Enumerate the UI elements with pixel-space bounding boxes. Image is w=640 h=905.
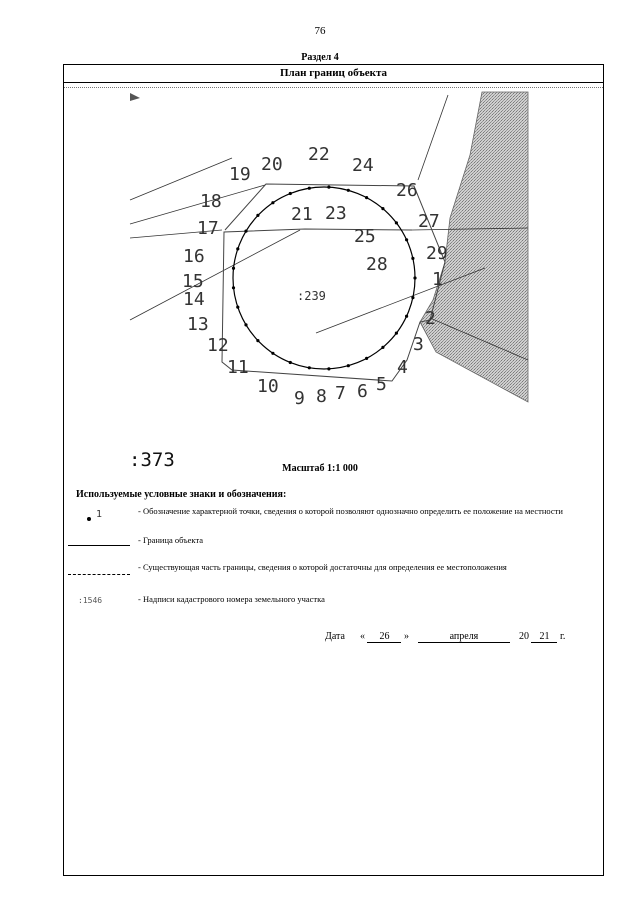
point-label: 14 (183, 289, 205, 310)
date-suffix: г. (559, 631, 566, 642)
point-label: 24 (352, 155, 374, 176)
point-label: 10 (257, 376, 279, 397)
point-label: 5 (376, 374, 387, 395)
date-century: 20 (518, 631, 529, 642)
cadastral-label-example: :1546 (78, 596, 103, 605)
point-dot-icon (87, 517, 91, 521)
point-label: 16 (183, 246, 205, 267)
point-label: 29 (426, 243, 448, 264)
point-label: 7 (335, 383, 346, 404)
legend-title: Используемые условные знаки и обозначения: (76, 489, 287, 500)
neighbor-parcel-label: :373 (129, 449, 175, 470)
parcel-label: :239 (297, 289, 326, 303)
date-month: апреля (418, 631, 510, 643)
date-label: Дата (325, 631, 345, 642)
boundary-point (381, 346, 384, 349)
point-label: 20 (261, 154, 283, 175)
boundary-point (365, 357, 368, 360)
point-label: 1 (432, 269, 443, 290)
plan-title: План границ объекта (64, 65, 603, 83)
point-label: 18 (200, 191, 222, 212)
boundary-point (347, 364, 350, 367)
boundary-point (413, 276, 416, 279)
boundary-point (232, 267, 235, 270)
point-label: 12 (207, 335, 229, 356)
point-label: 25 (354, 226, 376, 247)
point-label: 3 (413, 334, 424, 355)
boundary-point (271, 201, 274, 204)
date-line (325, 631, 565, 643)
point-symbol (66, 506, 130, 528)
legend-existing-description: - Существующая часть границы, сведения о которой достаточны для определения ее местоположения (138, 562, 507, 572)
point-label: 27 (418, 211, 440, 232)
legend-cadastral-description: - Надписи кадастрового номера земельного участка (138, 594, 325, 604)
point-label: 15 (182, 271, 204, 292)
boundary-point (308, 187, 311, 190)
boundary-point (244, 323, 247, 326)
boundary-point (289, 361, 292, 364)
cadastral-label-symbol (66, 594, 130, 616)
boundary-point (236, 247, 239, 250)
point-label: 17 (197, 218, 219, 239)
page-number: 76 (314, 25, 326, 37)
point-label: 11 (227, 357, 249, 378)
scale-caption: Масштаб 1:1 000 (282, 463, 358, 474)
legend-boundary-description: - Граница объекта (138, 535, 204, 545)
boundary-point (347, 189, 350, 192)
boundary-point (289, 192, 292, 195)
boundary-point (256, 339, 259, 342)
boundary-point (244, 230, 247, 233)
point-labels (182, 144, 448, 409)
existing-line-symbol (66, 561, 130, 583)
date-open-quote: « (359, 631, 365, 642)
boundary-point (236, 306, 239, 309)
legend-point-description: - Обозначение характерной точки, сведения о которой позволяют однозначно определить ее положение на местности (138, 506, 563, 516)
map-corner-mark (130, 93, 140, 101)
point-label: 28 (366, 254, 388, 275)
point-label: 19 (229, 164, 251, 185)
boundary-point (308, 366, 311, 369)
point-label: 8 (316, 386, 327, 407)
boundary-point (381, 207, 384, 210)
boundary-line-symbol (66, 532, 130, 554)
point-label: 13 (187, 314, 209, 335)
point-label: 21 (291, 204, 313, 225)
boundary-point (395, 221, 398, 224)
boundary-point (405, 315, 408, 318)
boundary-point (395, 332, 398, 335)
date-year: 21 (531, 631, 557, 643)
boundary-point (327, 367, 330, 370)
section-title: Раздел 4 (301, 52, 339, 63)
boundary-point (411, 296, 414, 299)
point-label: 4 (397, 357, 408, 378)
boundary-point (256, 214, 259, 217)
boundary-point (232, 286, 235, 289)
boundary-point (327, 186, 330, 189)
boundary-point (411, 257, 414, 260)
boundary-point (365, 196, 368, 199)
date-day: 26 (367, 631, 401, 643)
point-label: 9 (294, 388, 305, 409)
point-label: 23 (325, 203, 347, 224)
boundary-point (405, 238, 408, 241)
point-label: 26 (396, 180, 418, 201)
date-close-quote: » (403, 631, 409, 642)
point-symbol-number: 1 (96, 509, 103, 520)
point-label: 22 (308, 144, 330, 165)
boundary-point (271, 352, 274, 355)
point-label: 2 (425, 308, 436, 329)
point-label: 6 (357, 381, 368, 402)
object-boundary (233, 187, 415, 369)
